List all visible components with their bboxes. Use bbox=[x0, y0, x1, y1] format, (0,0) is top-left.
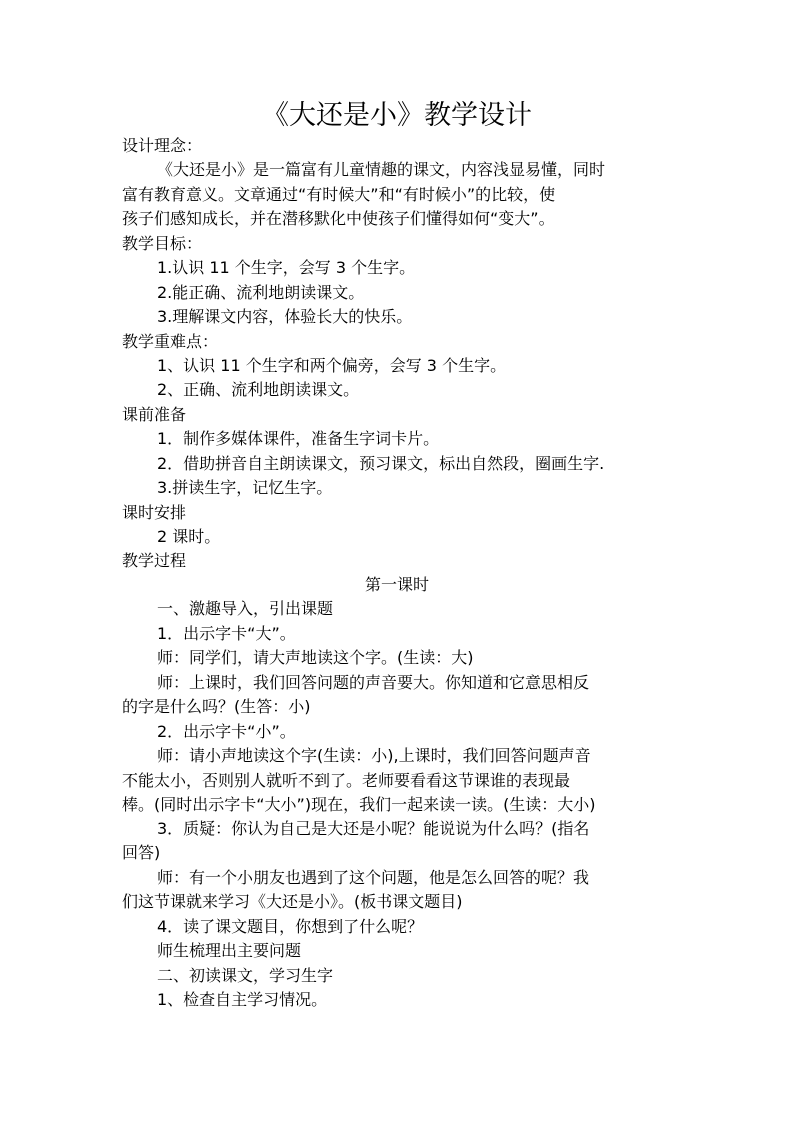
list-item: 2、正确、流利地朗读课文。 bbox=[157, 380, 360, 399]
document-title: 《大还是小》教学设计 bbox=[262, 100, 532, 131]
paragraph-line: 的字是什么吗？(生答：小) bbox=[122, 697, 311, 716]
paragraph-line: 不能太小，否则别人就听不到了。老师要看看这节课谁的表现最 bbox=[122, 771, 571, 790]
paragraph-line: 回答) bbox=[122, 843, 161, 862]
paragraph-line: 3．质疑：你认为自己是大还是小呢？能说说为什么吗？(指名 bbox=[157, 819, 590, 838]
list-item: 1、认识 11 个生字和两个偏旁，会写 3 个生字。 bbox=[157, 356, 507, 375]
paragraph-line: 师：上课时，我们回答问题的声音要大。你知道和它意思相反 bbox=[157, 673, 590, 692]
paragraph-line: 孩子们感知成长，并在潜移默化中使孩子们懂得如何“变大”。 bbox=[122, 209, 555, 228]
heading-schedule: 课时安排 bbox=[122, 503, 187, 522]
list-item: 3.理解课文内容，体验长大的快乐。 bbox=[157, 307, 413, 326]
paragraph-line: 师：同学们，请大声地读这个字。(生读：大) bbox=[157, 648, 474, 667]
heading-design-concept: 设计理念： bbox=[122, 136, 203, 155]
list-item: 3.拼读生字，记忆生字。 bbox=[157, 478, 333, 497]
paragraph-line: 师：有一个小朋友也遇到了这个问题，他是怎么回答的呢？我 bbox=[157, 868, 590, 887]
heading-preparation: 课前准备 bbox=[122, 405, 187, 424]
heading-process: 教学过程 bbox=[122, 551, 187, 570]
paragraph-line: 《大还是小》是一篇富有儿童情趣的课文，内容浅显易懂，同时 bbox=[157, 160, 606, 179]
subheading: 二、初读课文，学习生字 bbox=[157, 966, 334, 985]
paragraph-line: 富有教育意义。文章通过“有时候大”和“有时候小”的比较，使 bbox=[122, 185, 556, 204]
paragraph-line: 们这节课就来学习《大还是小》。(板书课文题目) bbox=[122, 892, 463, 911]
paragraph-line: 4．读了课文题目，你想到了什么呢？ bbox=[157, 917, 424, 936]
section-title-first-lesson: 第一课时 bbox=[364, 575, 429, 594]
paragraph-line: 师生梳理出主要问题 bbox=[157, 941, 302, 960]
list-item: 2．借助拼音自主朗读课文，预习课文，标出自然段，圈画生字. bbox=[157, 454, 605, 473]
paragraph-line: 师：请小声地读这个字(生读：小),上课时，我们回答问题声音 bbox=[157, 746, 591, 765]
paragraph-line: 1．出示字卡“大”。 bbox=[157, 624, 296, 643]
paragraph-line: 1、检查自主学习情况。 bbox=[157, 990, 328, 1009]
subheading: 一、激趣导入，引出课题 bbox=[157, 599, 334, 618]
heading-teaching-goals: 教学目标： bbox=[122, 234, 203, 253]
heading-key-points: 教学重难点： bbox=[122, 332, 219, 351]
paragraph-line: 2 课时。 bbox=[157, 527, 221, 546]
list-item: 1．制作多媒体课件，准备生字词卡片。 bbox=[157, 429, 440, 448]
list-item: 2.能正确、流利地朗读课文。 bbox=[157, 283, 365, 302]
list-item: 1.认识 11 个生字，会写 3 个生字。 bbox=[157, 258, 416, 277]
paragraph-line: 棒。(同时出示字卡“大小”)现在，我们一起来读一读。(生读：大小) bbox=[122, 795, 596, 814]
paragraph-line: 2．出示字卡“小”。 bbox=[157, 722, 296, 741]
